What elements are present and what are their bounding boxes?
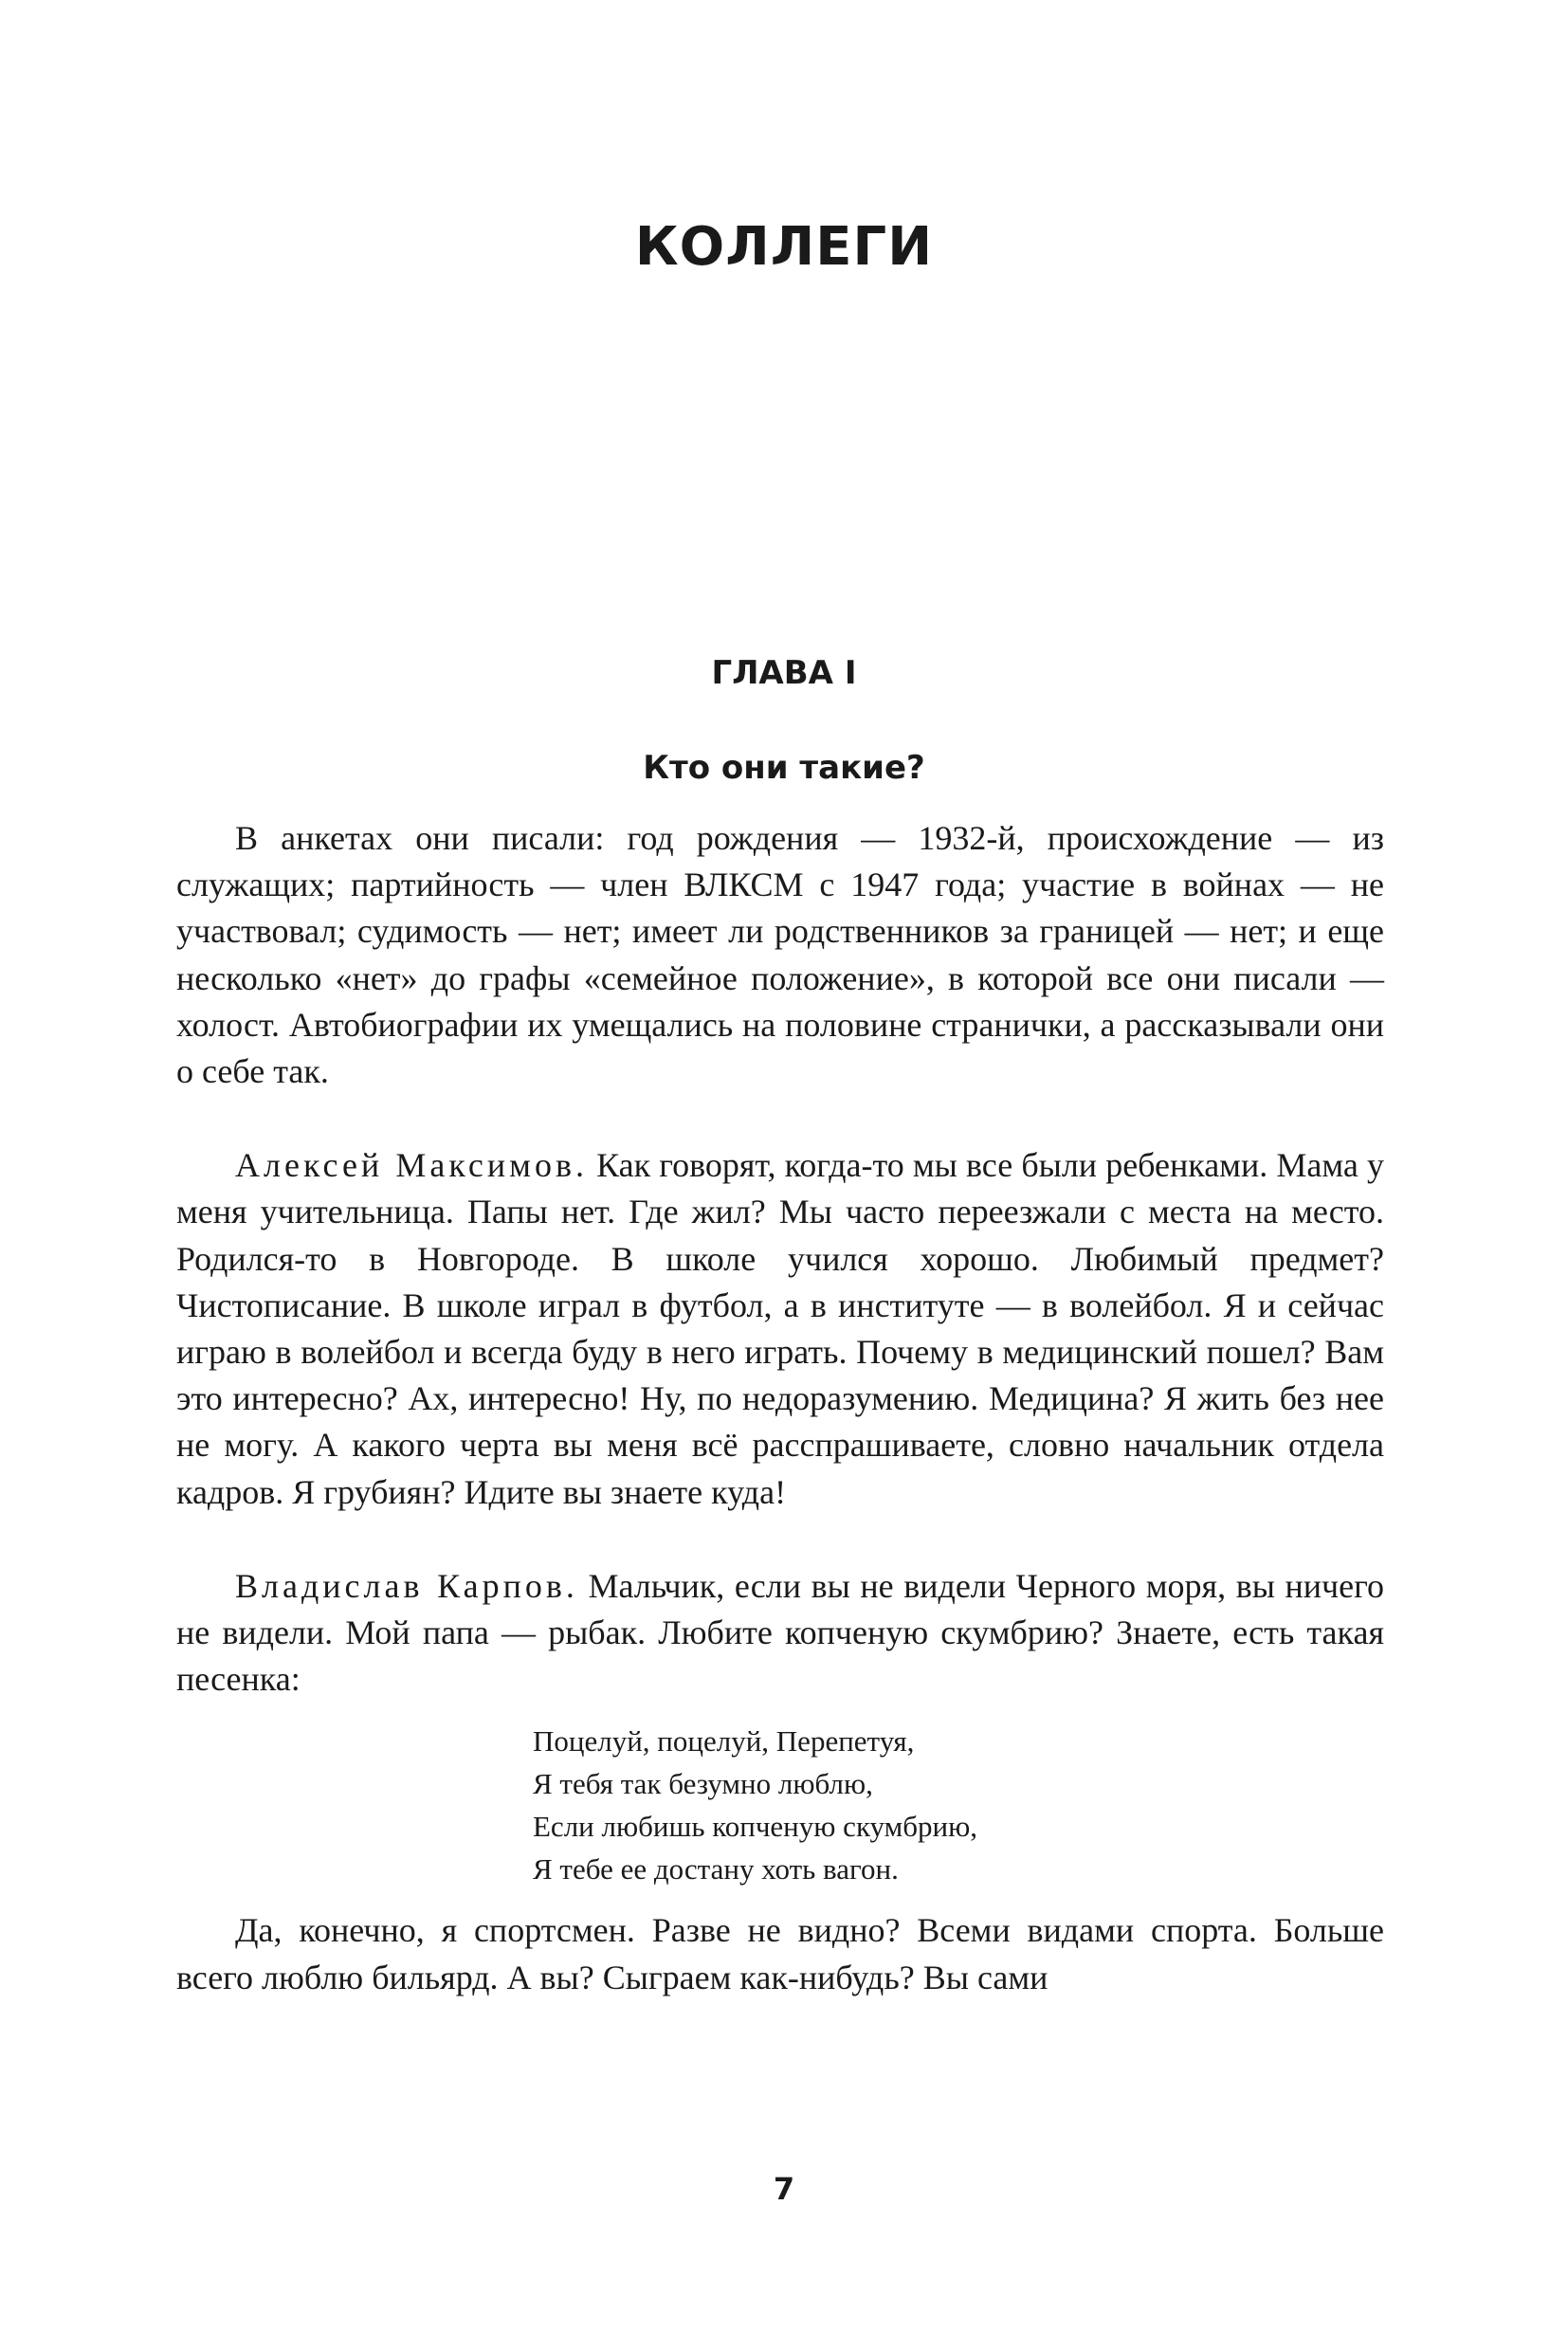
speaker-name: Владислав Карпов. bbox=[235, 1566, 578, 1605]
page-number: 7 bbox=[773, 2171, 795, 2207]
paragraph-karpov bbox=[176, 1563, 1384, 1704]
verse-line: Поцелуй, поцелуй, Перепетуя, bbox=[533, 1724, 915, 1759]
paragraph-continuation: Да, конечно, я спортсмен. Разве не видно? Всеми видами спорта. Больше всего люблю бильярд. А вы? Сыграем как-нибудь? Вы сами bbox=[176, 1911, 1384, 1996]
chapter-label: ГЛАВА I bbox=[711, 654, 857, 692]
paragraph-text: Мальчик, если вы не видели Черного моря, вы ничего не видели. Мой папа — рыбак. Любите копченую скумбрию? Знаете, есть такая песенка: bbox=[176, 1566, 1384, 1699]
song-verse bbox=[533, 1720, 1384, 1890]
speaker-name: Алексей Максимов. bbox=[235, 1146, 588, 1185]
verse-line: Если любишь копченую скумбрию, bbox=[533, 1810, 978, 1844]
chapter-title: Кто они такие? bbox=[643, 749, 925, 787]
paragraph-maksimov bbox=[176, 1142, 1384, 1516]
verse-line: Я тебе ее достану хоть вагон. bbox=[533, 1852, 899, 1886]
paragraph-intro: В анкетах они писали: год рождения — 1932-й, происхождение — из служащих; партийность — член ВЛКСМ с 1947 года; участие в войнах — не участвовал; судимость — нет; имеет ли родственников за границей — нет; и еще несколько «нет» до графы «семейное положение», в которой все они писали — холост. Автобиографии их умещались на половине странички, а рассказывали они о себе так. bbox=[176, 819, 1384, 1091]
body-text bbox=[176, 815, 1384, 2001]
verse-line: Я тебя так безумно люблю, bbox=[533, 1767, 873, 1801]
book-title: КОЛЛЕГИ bbox=[634, 216, 934, 278]
paragraph-text: Как говорят, когда-то мы все были ребенками. Мама у меня учительница. Папы нет. Где жил? Мы часто переезжали с места на место. Родился-то в Новгороде. В школе учился хорошо. Любимый предмет? Чистописание. В школе играл в футбол, а в институте — в волейбол. Я и сейчас играю в волейбол и всегда буду в него играть. Почему в медицинский пошел? Вам это интересно? Ах, интересно! Ну, по недоразумению. Медицина? Я жить без нее не могу. А какого черта вы меня всё расспрашиваете, словно начальник отдела кадров. Я грубиян? Идите вы знаете куда! bbox=[176, 1146, 1385, 1511]
